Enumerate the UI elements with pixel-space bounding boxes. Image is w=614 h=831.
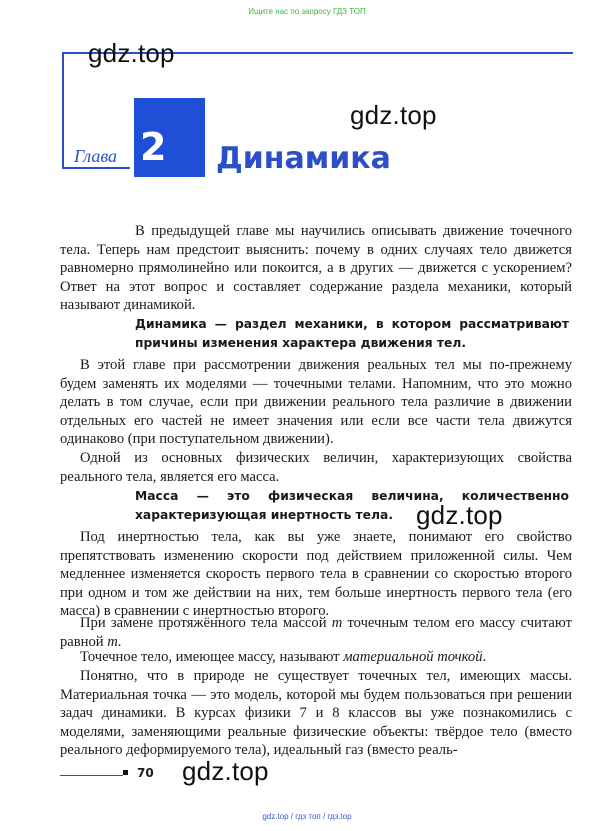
watermark: gdz.top: [416, 500, 503, 530]
definition-mass: Масса — это физическая величина, количественно характеризующая инертность тела.: [135, 489, 569, 522]
watermark: gdz.top: [350, 100, 437, 130]
paragraph-models: В этой главе при рассмотрении движения реальных тел мы по-прежнему будем заменять их моделями — точечными телами. Напомним, что это можно делать в том случае, если при движении реального тела различие в движении отдельных его частей не имеет значения или если все части тела движутся одинаково (при поступательном движении).: [60, 357, 572, 448]
math-symbol-m: m: [331, 615, 343, 631]
definition-dynamics: Динамика — раздел механики, в котором рассматривают причины изменения характера движения тел.: [135, 317, 569, 350]
math-symbol-m: m: [107, 633, 118, 650]
text-run: точечным телом его массу считают равной: [60, 615, 572, 650]
text-run: При замене протяжённого тела массой: [80, 615, 332, 631]
top-banner: Ищите нас по запросу ГДЗ ТОП: [248, 7, 366, 16]
chapter-label: Глава: [74, 146, 118, 166]
paragraph-mass-intro: Одной из основных физических величин, характеризующих свойства реального тела, является его масса.: [60, 450, 572, 485]
watermark: gdz.top: [88, 38, 175, 68]
chapter-frame-left-line: [62, 52, 64, 168]
paragraph-inertia: Под инертностью тела, как вы уже знаете, понимают его свойство препятствовать изменению скорости под действием приложенной силы. Чем медленнее изменяется скорость первого тела в сравнении со скоростью второго при одном и том же действии на них, тем больше инертность первого тела (его масса) в сравнении с инертностью второго.: [60, 529, 572, 620]
paragraph-mass-replacement: [60, 614, 572, 651]
chapter-number: 2: [140, 125, 167, 169]
paragraph-material-point: [60, 648, 572, 667]
text-run: .: [117, 633, 122, 650]
page-number: 70: [137, 766, 154, 780]
page-footer-marker: [123, 770, 128, 775]
watermark: gdz.top: [182, 756, 269, 786]
bottom-banner: gdz.top / гдз топ / гдз.top: [262, 812, 352, 821]
chapter-title: Динамика: [216, 141, 391, 176]
text-run: .: [482, 649, 487, 665]
paragraph-models-examples: Понятно, что в природе не существует точечных тел, имеющих массы. Материальная точка — это модель, которой мы будем пользоваться при решении задач динамики. В курсах физики 7 и 8 классов вы уже познакомились с моделями, заменяющими реальные физические объекты: твёрдое тело (вместо реального деформируемого тела), идеальный газ (вместо реаль-: [60, 668, 572, 759]
text-run: Точечное тело, имеющее массу, называют: [80, 649, 344, 665]
term-material-point: материальной точкой: [343, 649, 483, 665]
chapter-frame-bottom-line: [62, 167, 130, 169]
page-footer-line: [60, 775, 123, 776]
intro-paragraph: В предыдущей главе мы научились описывать движение точечного тела. Теперь нам предстоит выяснить: почему в одних случаях тело движется равномерно прямолинейно или покоится, а в других — движется с ускорением? Ответ на этот вопрос и составляет содержание раздела механики, который называют динамикой.: [60, 223, 572, 314]
